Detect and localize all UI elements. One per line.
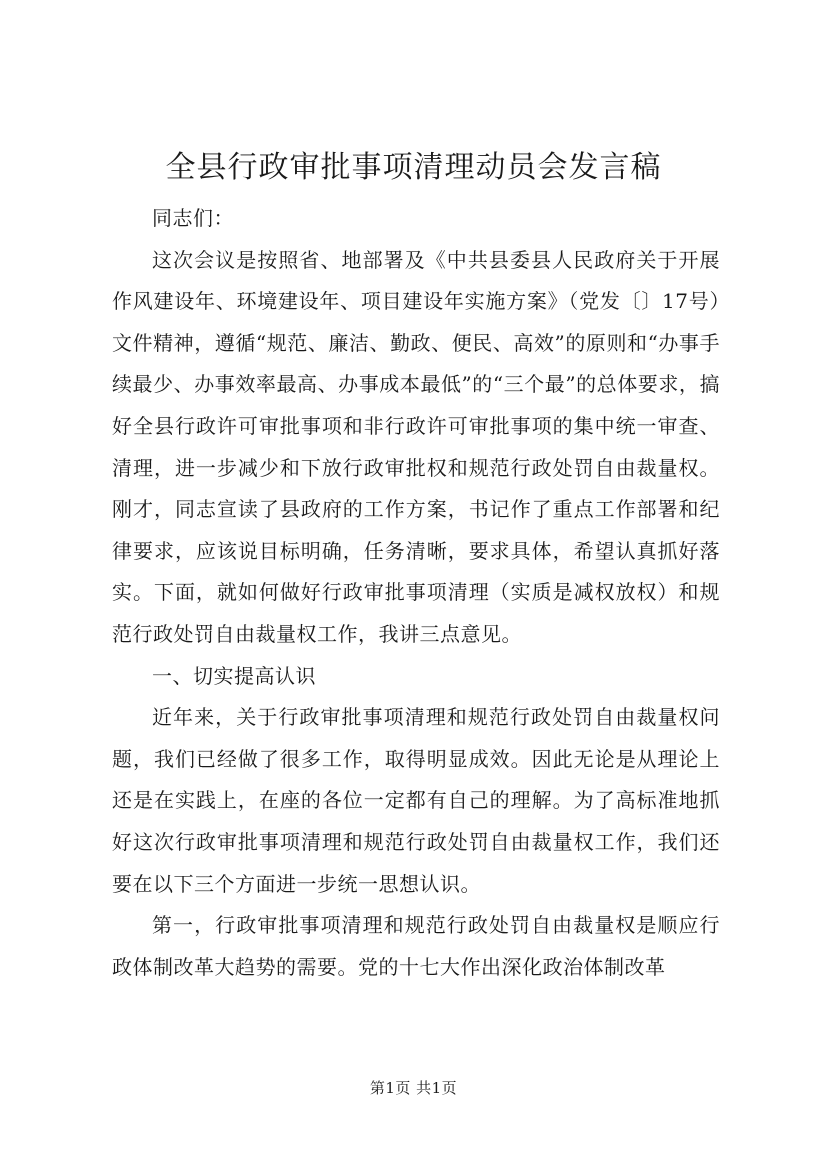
intro-paragraph: 这次会议是按照省、地部署及《中共县委县人民政府关于开展作风建设年、环境建设年、项目建设年实施方案》（党发〔〕17号）文件精神，遵循“规范、廉洁、勤政、便民、高效”的原则和“办事手续最少、办事效率最高、办事成本最低”的“三个最”的总体要求，搞好全县行政许可审批事项和非行政许可审批事项的集中统一审查、清理，进一步减少和下放行政审批权和规范行政处罚自由裁量权。刚才，同志宣读了县政府的工作方案，书记作了重点工作部署和纪律要求，应该说目标明确，任务清晰，要求具体，希望认真抓好落实。下面，就如何做好行政审批事项清理（实质是减权放权）和规范行政处罚自由裁量权工作，我讲三点意见。: [112, 247, 720, 646]
page-title: 全县行政审批事项清理动员会发言稿: [165, 150, 662, 185]
document-body: [112, 198, 720, 988]
page-number-footer: 第1页 共1页: [369, 1079, 458, 1097]
body-paragraph: 近年来，关于行政审批事项清理和规范行政处罚自由裁量权问题，我们已经做了很多工作，取得明显成效。因此无论是从理论上还是在实践上，在座的各位一定都有自己的理解。为了高标准地抓好这次行政审批事项清理和规范行政处罚自由裁量权工作，我们还要在以下三个方面进一步统一思想认识。: [112, 705, 720, 896]
section-heading: 一、切实提高认识: [152, 663, 316, 688]
body-paragraph: 第一，行政审批事项清理和规范行政处罚自由裁量权是顺应行政体制改革大趋势的需要。党的十七大作出深化政治体制改革: [112, 913, 720, 979]
salutation-paragraph: 同志们：: [152, 206, 234, 230]
